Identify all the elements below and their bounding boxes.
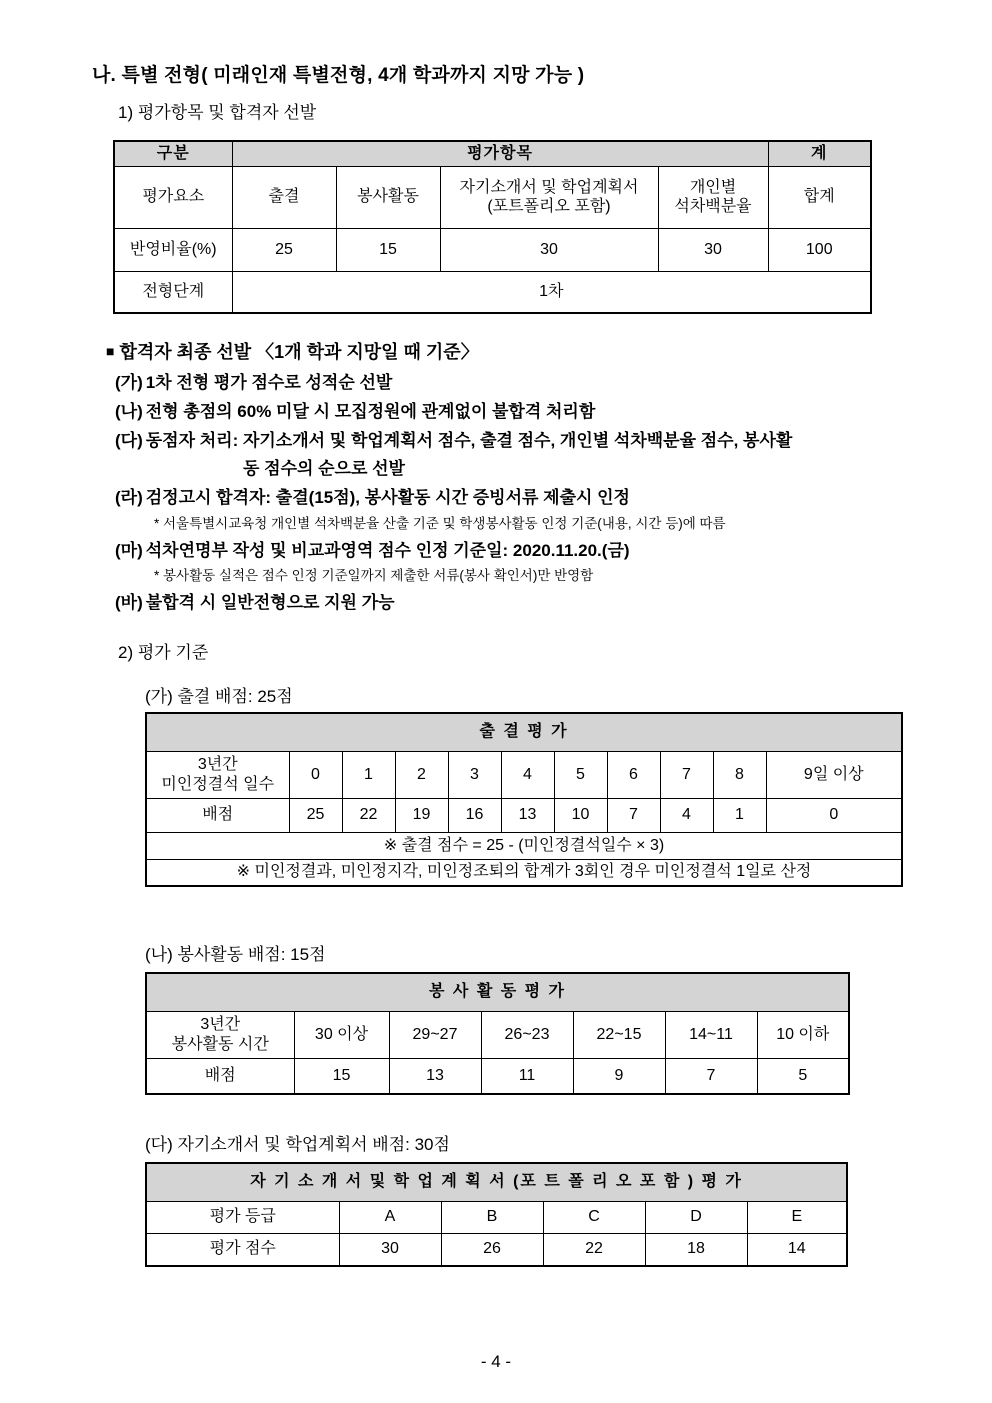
cell-essay-grade: A (339, 1201, 441, 1233)
cell-attendance-score: 7 (607, 798, 660, 832)
cell-attendance-row-label (146, 751, 289, 798)
table-row (114, 166, 871, 228)
cell-volunteer-row-label-line2: 봉사활동 시간 (171, 1035, 269, 1053)
cell-volunteer-score: 5 (757, 1058, 849, 1094)
cell-volunteer-score-label: 배점 (146, 1058, 294, 1094)
cell-division-header: 구분 (114, 141, 232, 166)
cell-attendance-score: 0 (766, 798, 902, 832)
table-row (146, 973, 849, 1011)
list-item-label: (나) (115, 401, 143, 421)
cell-attendance-score: 16 (448, 798, 501, 832)
table-row (114, 271, 871, 313)
section-heading-1: 1) 평가항목 및 합격자 선발 (118, 103, 317, 122)
cell-total-header: 계 (768, 141, 871, 166)
table-row (146, 1201, 847, 1233)
cell-attendance-day: 4 (501, 751, 554, 798)
cell-ratio-sum: 100 (768, 228, 871, 271)
cell-essay-grade: B (441, 1201, 543, 1233)
cell-essay-score-label: 평가 점수 (146, 1233, 339, 1266)
cell-stage-label: 전형단계 (114, 271, 232, 313)
table-row (146, 1163, 847, 1201)
cell-volunteer-title: 봉 사 활 동 평 가 (146, 973, 849, 1011)
cell-attendance-day: 5 (554, 751, 607, 798)
list-item (106, 592, 916, 614)
cell-attendance-day: 9일 이상 (766, 751, 902, 798)
table-row (146, 751, 902, 798)
cell-attendance-day: 2 (395, 751, 448, 798)
cell-essay-title: 자 기 소 개 서 및 학 업 계 획 서 (포 트 폴 리 오 포 함 ) 평 가 (146, 1163, 847, 1201)
cell-attendance-score-label: 배점 (146, 798, 289, 832)
cell-ratio-volunteer: 15 (336, 228, 440, 271)
cell-volunteer-hours: 29~27 (389, 1011, 481, 1058)
cell-attendance-title: 출 결 평 가 (146, 713, 902, 751)
table-essay (145, 1162, 848, 1267)
cell-stage-value: 1차 (232, 271, 871, 313)
cell-essay-score: 18 (645, 1233, 747, 1266)
page-footer: - 4 - (480, 1352, 512, 1371)
cell-ratio-essay: 30 (440, 228, 658, 271)
cell-factor-essay-line2: (포트폴리오 포함) (487, 198, 611, 216)
page-title: 나. 특별 전형( 미래인재 특별전형, 4개 학과까지 지망 가능 ) (92, 65, 585, 86)
cell-attendance-score: 13 (501, 798, 554, 832)
table-row (146, 859, 902, 886)
list-item (106, 487, 916, 509)
table-row (146, 713, 902, 751)
cell-attendance-row-label-line2: 미인정결석 일수 (161, 775, 275, 793)
table-row (146, 1058, 849, 1094)
cell-essay-score: 26 (441, 1233, 543, 1266)
cell-ratio-rank: 30 (658, 228, 768, 271)
cell-evaluation-items-header: 평가항목 (232, 141, 768, 166)
cell-volunteer-hours: 26~23 (481, 1011, 573, 1058)
caption-attendance: (가) 출결 배점: 25점 (145, 687, 293, 706)
list-item-label: (가) (115, 373, 143, 392)
table-row (146, 832, 902, 859)
cell-attendance-day: 3 (448, 751, 501, 798)
cell-essay-score: 30 (339, 1233, 441, 1266)
cell-volunteer-hours: 30 이상 (294, 1011, 389, 1058)
list-item (106, 372, 916, 394)
table-row (114, 228, 871, 271)
final-selection-heading-text: 합격자 최종 선발 〈1개 학과 지망일 때 기준〉 (119, 342, 479, 362)
caption-volunteer: (나) 봉사활동 배점: 15점 (145, 945, 326, 964)
cell-factor-sum: 합계 (768, 166, 871, 228)
table-volunteer (145, 972, 850, 1095)
list-item-label: (바) (115, 593, 143, 613)
cell-attendance-score: 22 (342, 798, 395, 832)
cell-volunteer-hours: 10 이하 (757, 1011, 849, 1058)
list-item-label: (라) (115, 488, 143, 507)
list-item-label: (마) (115, 540, 143, 560)
list-item-text: 1차 전형 평가 점수로 성적순 선발 (145, 373, 393, 392)
list-item-label: (다) (115, 430, 143, 450)
list-item (106, 401, 916, 423)
cell-factor-rank (658, 166, 768, 228)
table-evaluation-items (113, 140, 872, 314)
cell-volunteer-score: 9 (573, 1058, 665, 1094)
cell-ratio-label: 반영비율(%) (114, 228, 232, 271)
cell-attendance-day: 8 (713, 751, 766, 798)
cell-attendance-row-label-line1: 3년간 (197, 755, 238, 773)
list-item-text: 석차연명부 작성 및 비교과영역 점수 인정 기준일: 2020.11.20.(금) (145, 540, 630, 560)
list-item-continuation: 동 점수의 순으로 선발 (243, 459, 405, 479)
cell-factor-attendance: 출결 (232, 166, 336, 228)
cell-attendance-note-1: ※ 출결 점수 = 25 - (미인정결석일수 × 3) (146, 832, 902, 859)
cell-essay-grade-label: 평가 등급 (146, 1201, 339, 1233)
cell-essay-score: 22 (543, 1233, 645, 1266)
list-item-note: * 서울특별시교육청 개인별 석차백분율 산출 기준 및 학생봉사활동 인정 기준(내용, 시간 등)에 따름 (154, 515, 726, 531)
cell-attendance-score: 10 (554, 798, 607, 832)
cell-essay-score: 14 (747, 1233, 847, 1266)
list-item-note: * 봉사활동 실적은 점수 인정 기준일까지 제출한 서류(봉사 확인서)만 반영함 (154, 568, 594, 584)
final-selection-heading (106, 338, 916, 364)
table-attendance (145, 712, 903, 887)
table-row (146, 1011, 849, 1058)
cell-attendance-score: 4 (660, 798, 713, 832)
list-item (106, 430, 916, 452)
cell-attendance-note-2: ※ 미인정결과, 미인정지각, 미인정조퇴의 합계가 3회인 경우 미인정결석 1일로 산정 (146, 859, 902, 886)
cell-volunteer-row-label-line1: 3년간 (200, 1015, 241, 1033)
cell-factor-rank-line2: 석차백분율 (674, 198, 752, 216)
caption-essay: (다) 자기소개서 및 학업계획서 배점: 30점 (145, 1135, 450, 1154)
cell-volunteer-hours: 22~15 (573, 1011, 665, 1058)
cell-factor-label: 평가요소 (114, 166, 232, 228)
cell-ratio-attendance: 25 (232, 228, 336, 271)
cell-volunteer-row-label (146, 1011, 294, 1058)
square-bullet-icon: ■ (106, 343, 115, 359)
cell-factor-rank-line1: 개인별 (689, 178, 737, 196)
cell-volunteer-score: 11 (481, 1058, 573, 1094)
cell-essay-grade: D (645, 1201, 747, 1233)
final-selection-block (106, 338, 916, 621)
section-heading-2: 2) 평가 기준 (118, 643, 209, 662)
cell-attendance-day: 7 (660, 751, 713, 798)
cell-volunteer-score: 7 (665, 1058, 757, 1094)
cell-volunteer-score: 13 (389, 1058, 481, 1094)
cell-essay-grade: C (543, 1201, 645, 1233)
list-item (106, 540, 916, 562)
cell-essay-grade: E (747, 1201, 847, 1233)
list-item-text: 전형 총점의 60% 미달 시 모집정원에 관계없이 불합격 처리함 (145, 401, 596, 421)
table-row (146, 798, 902, 832)
cell-factor-volunteer: 봉사활동 (336, 166, 440, 228)
cell-attendance-day: 1 (342, 751, 395, 798)
cell-factor-essay (440, 166, 658, 228)
cell-attendance-score: 19 (395, 798, 448, 832)
cell-attendance-score: 1 (713, 798, 766, 832)
cell-factor-essay-line1: 자기소개서 및 학업계획서 (459, 178, 639, 196)
cell-volunteer-hours: 14~11 (665, 1011, 757, 1058)
cell-attendance-score: 25 (289, 798, 342, 832)
cell-attendance-day: 0 (289, 751, 342, 798)
cell-attendance-day: 6 (607, 751, 660, 798)
table-row (146, 1233, 847, 1266)
table-row (114, 141, 871, 166)
list-item-text: 동점자 처리: 자기소개서 및 학업계획서 점수, 출결 점수, 개인별 석차백분율 점수, 봉사활 (145, 430, 793, 450)
cell-volunteer-score: 15 (294, 1058, 389, 1094)
list-item-text: 검정고시 합격자: 출결(15점), 봉사활동 시간 증빙서류 제출시 인정 (145, 488, 630, 507)
list-item-text: 불합격 시 일반전형으로 지원 가능 (145, 593, 395, 613)
